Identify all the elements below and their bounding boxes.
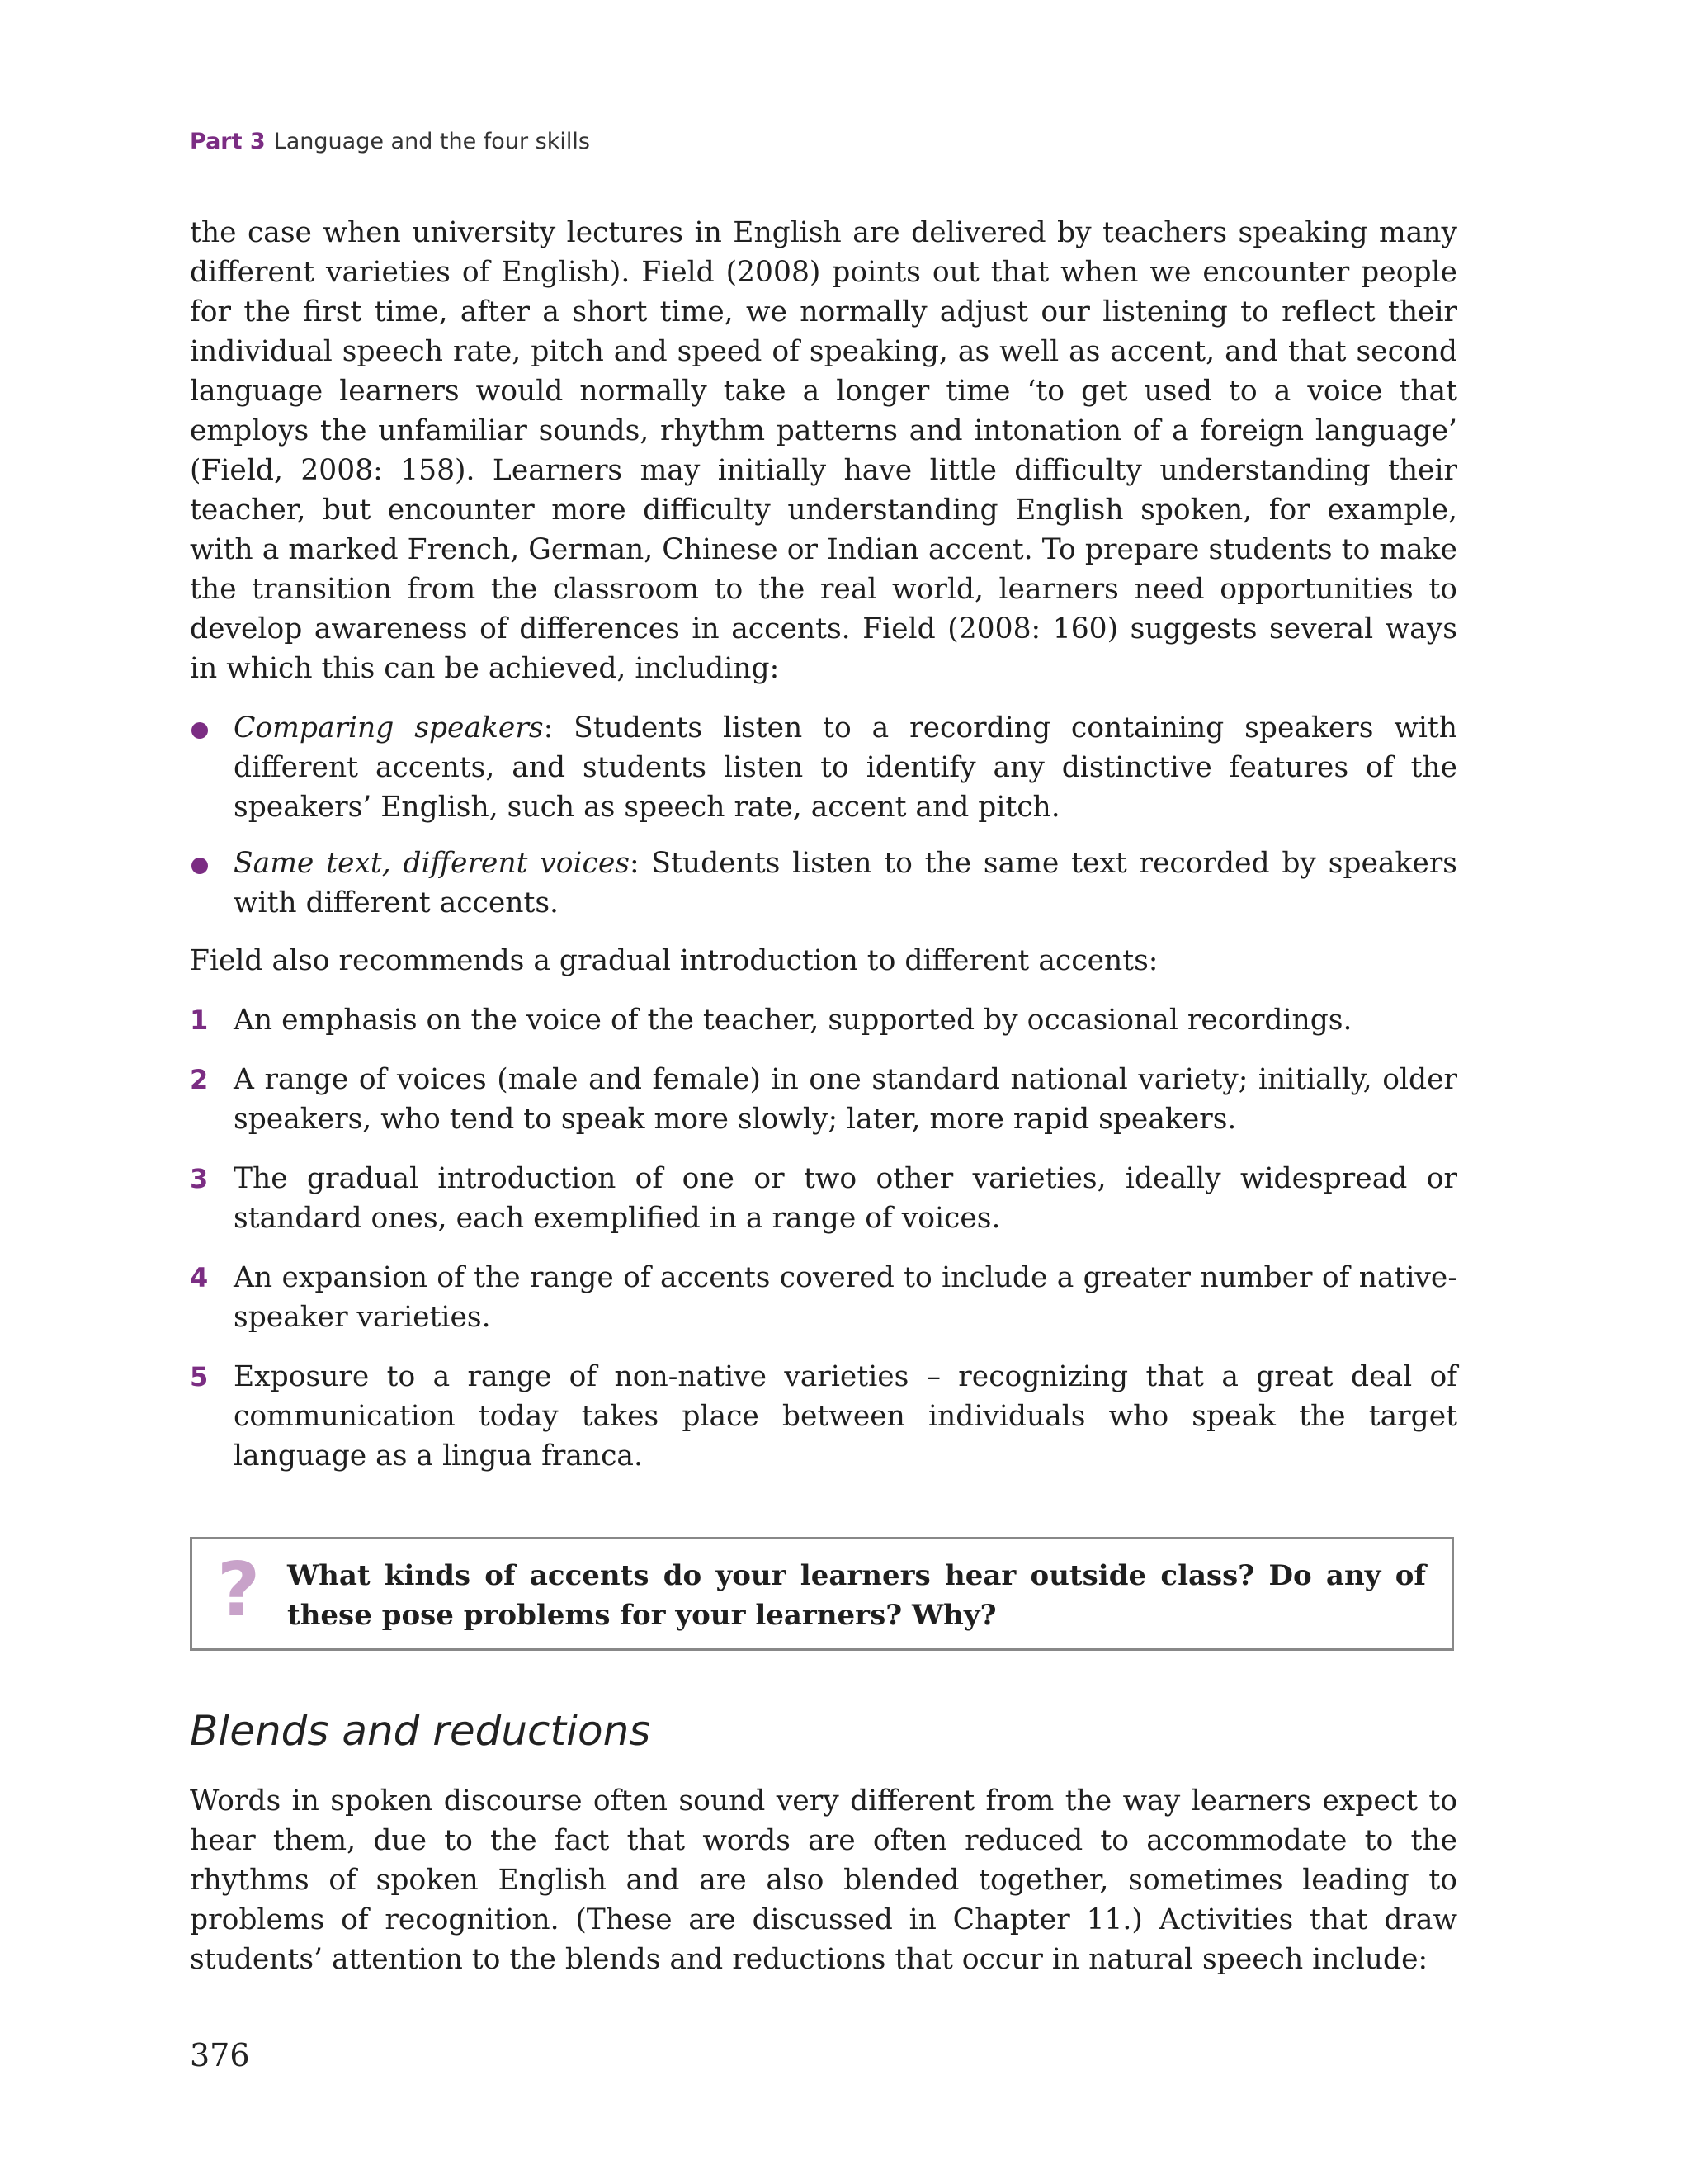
item-number: 5 bbox=[190, 1361, 209, 1392]
numbered-item-2 bbox=[190, 1060, 1457, 1139]
numbered-item-3 bbox=[190, 1159, 1457, 1238]
numbered-item-1 bbox=[190, 1000, 1457, 1040]
numbered-item-4 bbox=[190, 1258, 1457, 1337]
item-text: An emphasis on the voice of the teacher, supported by occasional recordings. bbox=[234, 1004, 1352, 1037]
part-label: Part 3 bbox=[190, 129, 266, 154]
bullet-list-item-1 bbox=[190, 708, 1457, 827]
bullet-term: Same text, different voices bbox=[234, 847, 630, 880]
numbered-item-5 bbox=[190, 1357, 1457, 1476]
running-head-title: Language and the four skills bbox=[273, 129, 590, 154]
item-number: 4 bbox=[190, 1262, 209, 1293]
bullet-dot-icon bbox=[191, 722, 208, 739]
item-number: 2 bbox=[190, 1064, 209, 1095]
item-text: Exposure to a range of non-native varieties – recognizing that a great deal of communication today takes place between individuals who speak the target language as a lingua franca. bbox=[234, 1360, 1457, 1473]
reflection-question-text: What kinds of accents do your learners hear outside class? Do any of these pose problems for your learners? Why? bbox=[287, 1559, 1426, 1632]
question-mark-icon: ? bbox=[217, 1547, 261, 1633]
item-number: 3 bbox=[190, 1163, 209, 1194]
gradual-paragraph: Field also recommends a gradual introduction to different accents: bbox=[190, 944, 1159, 977]
reflection-question-box bbox=[190, 1537, 1454, 1651]
intro-paragraph: the case when university lectures in English are delivered by teachers speaking many different varieties of English). Field (2008) points out that when we encounter people for the first time, after a short time, we normally adjust our listening to reflect their individual speech rate, pitch and speed of speaking, as well as accent, and that second language learners would normally take a longer time ‘to get used to a voice that employs the unfamiliar sounds, rhythm patterns and intonation of a foreign language’ (Field, 2008: 158). Learners may initially have little difficulty understanding their teacher, but encounter more difficulty understanding English spoken, for example, with a marked French, German, Chinese or Indian accent. To prepare students to make the transition from the classroom to the real world, learners need opportunities to develop awareness of differences in accents. Field (2008: 160) suggests several ways in which this can be achieved, including: bbox=[190, 216, 1457, 685]
running-head bbox=[190, 129, 590, 154]
item-number: 1 bbox=[190, 1005, 209, 1036]
bullet-text: : Students listen to a recording containing speakers with different accents, and students listen to identify any distinctive features of the speakers’ English, such as speech rate, accent and pitch. bbox=[234, 711, 1457, 824]
page-number: 376 bbox=[190, 2037, 250, 2073]
section-heading: Blends and reductions bbox=[190, 1707, 651, 1755]
bullet-list-item-2 bbox=[190, 844, 1457, 923]
bullet-text: : Students listen to the same text recorded by speakers with different accents. bbox=[234, 847, 1457, 919]
bullet-term: Comparing speakers bbox=[234, 711, 544, 745]
item-text: The gradual introduction of one or two other varieties, ideally widespread or standard ones, each exemplified in a range of voices. bbox=[234, 1162, 1457, 1235]
item-text: An expansion of the range of accents covered to include a greater number of native-speaker varieties. bbox=[234, 1261, 1457, 1334]
bullet-dot-icon bbox=[191, 858, 208, 874]
blends-paragraph: Words in spoken discourse often sound very different from the way learners expect to hear them, due to the fact that words are often reduced to accommodate to the rhythms of spoken English and are also blended together, sometimes leading to problems of recognition. (These are discussed in Chapter 11.) Activities that draw students’ attention to the blends and reductions that occur in natural speech include: bbox=[190, 1785, 1457, 1976]
item-text: A range of voices (male and female) in one standard national variety; initially, older speakers, who tend to speak more slowly; later, more rapid speakers. bbox=[234, 1063, 1457, 1136]
